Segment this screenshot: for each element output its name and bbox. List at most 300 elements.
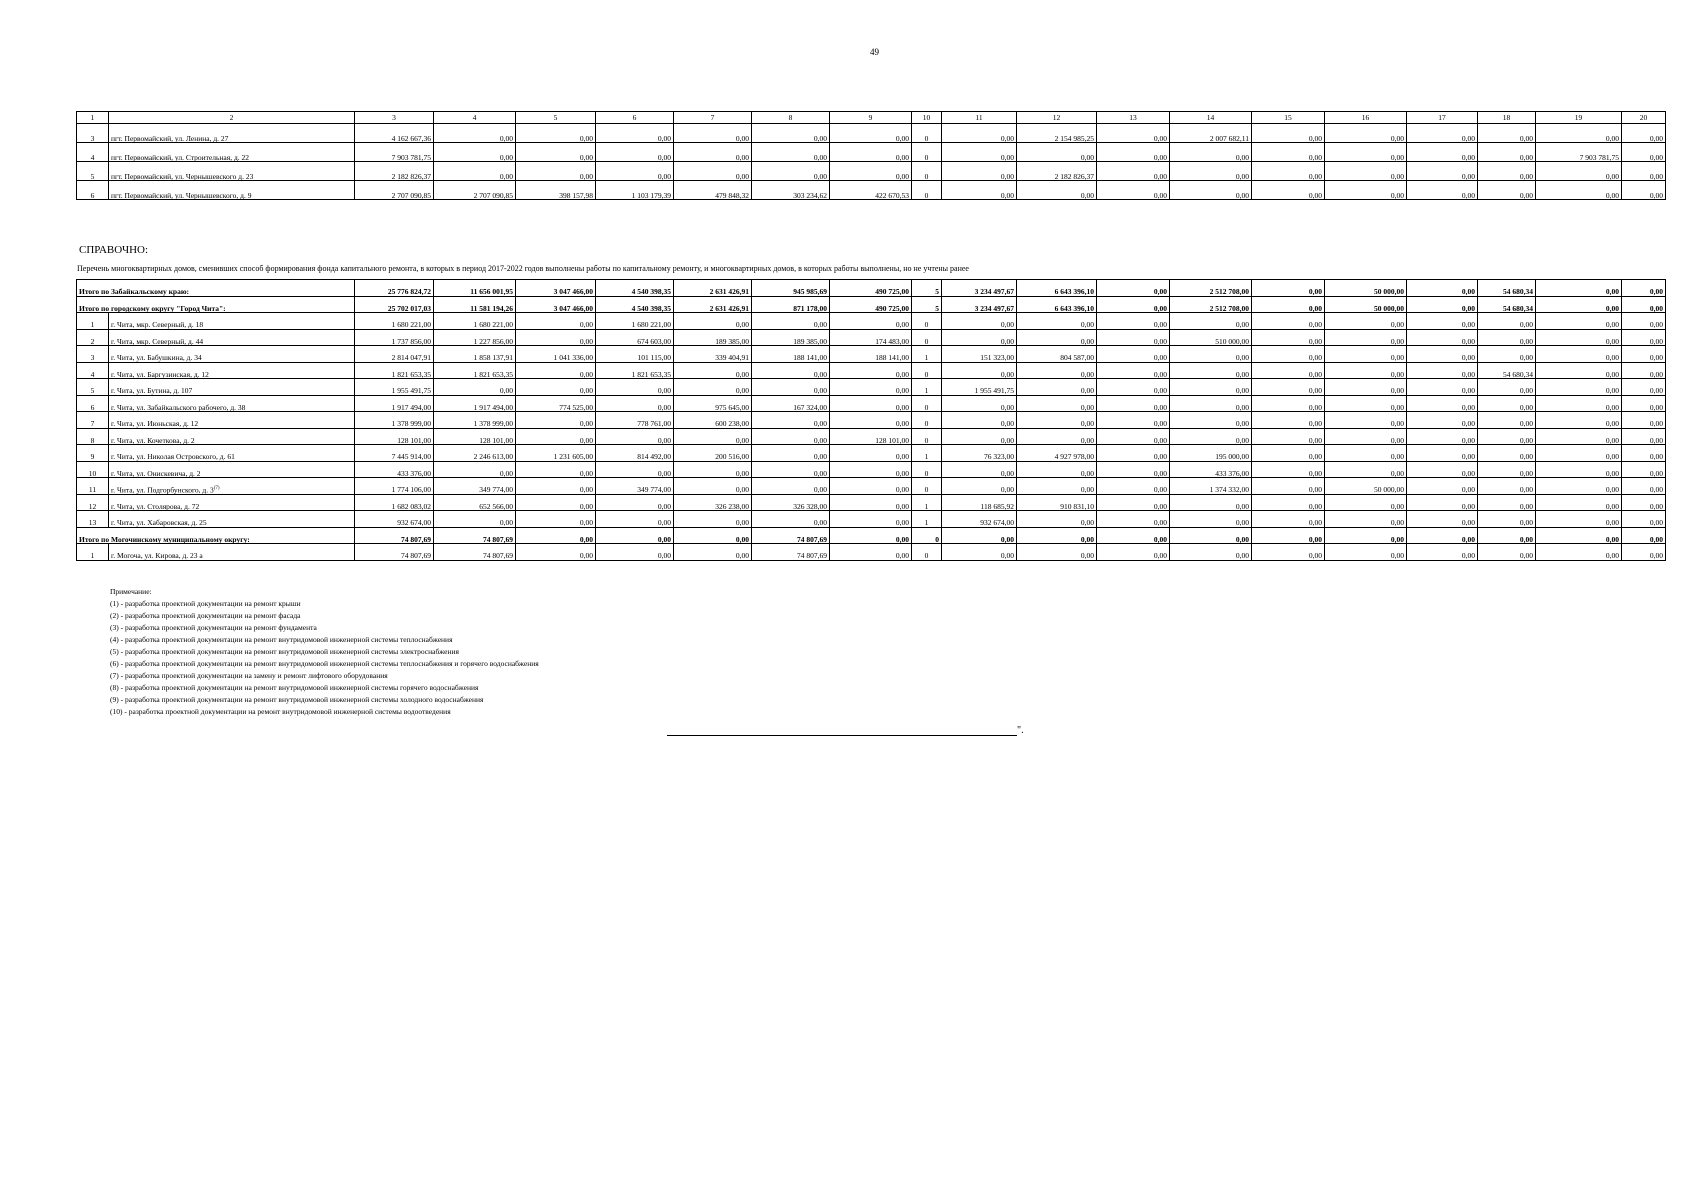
table-cell: 0,00 xyxy=(674,143,752,162)
table-cell: 0,00 xyxy=(942,395,1017,412)
table-cell: 4 162 667,36 xyxy=(355,124,434,143)
table-cell: 74 807,69 xyxy=(355,527,434,544)
table-cell: 0,00 xyxy=(1252,143,1325,162)
table-cell: 0,00 xyxy=(1622,527,1666,544)
table-cell: 5 xyxy=(516,112,596,124)
table-cell: 0,00 xyxy=(1407,313,1478,330)
table-cell: 0,00 xyxy=(1252,162,1325,181)
table-cell: 0,00 xyxy=(1170,181,1252,200)
table-cell: 0,00 xyxy=(1097,124,1170,143)
table-cell: 2 182 826,37 xyxy=(355,162,434,181)
table-cell: 0,00 xyxy=(1407,478,1478,495)
table-cell: 200 516,00 xyxy=(674,445,752,462)
table-cell: 0,00 xyxy=(830,527,912,544)
table-cell: 0,00 xyxy=(434,162,516,181)
table-cell: 0,00 xyxy=(1017,379,1097,396)
table-cell: 910 831,10 xyxy=(1017,494,1097,511)
table-cell: 0,00 xyxy=(1017,362,1097,379)
table-cell: 490 725,00 xyxy=(830,296,912,313)
table-cell: 7 445 914,00 xyxy=(355,445,434,462)
table-cell: 74 807,69 xyxy=(752,527,830,544)
table-cell: 0,00 xyxy=(1536,280,1622,297)
table-cell: 0,00 xyxy=(1407,395,1478,412)
table-cell: 0,00 xyxy=(1097,395,1170,412)
table-cell: 0,00 xyxy=(1407,527,1478,544)
table-cell: 0,00 xyxy=(674,313,752,330)
table-cell: 3 234 497,67 xyxy=(942,296,1017,313)
table-cell: 0,00 xyxy=(752,124,830,143)
table-cell: 0 xyxy=(912,143,942,162)
table-cell: 0,00 xyxy=(1017,395,1097,412)
table-cell: 0,00 xyxy=(942,412,1017,429)
table-cell: 0,00 xyxy=(942,143,1017,162)
table-cell: 1 xyxy=(912,379,942,396)
table-cell: г. Чита, ул. Баргузинская, д. 12 xyxy=(109,362,355,379)
table-cell: 0,00 xyxy=(1325,124,1407,143)
table-cell: 0,00 xyxy=(1170,143,1252,162)
table-cell: 25 776 824,72 xyxy=(355,280,434,297)
table-cell: 0,00 xyxy=(674,527,752,544)
table-cell: 2 814 047,91 xyxy=(355,346,434,363)
table-cell: 1 xyxy=(912,511,942,528)
table-cell: 1 917 494,00 xyxy=(434,395,516,412)
table-cell: 0,00 xyxy=(1622,395,1666,412)
table-row xyxy=(77,461,1666,478)
table-cell: 0,00 xyxy=(1407,379,1478,396)
table-cell: 12 xyxy=(77,494,109,511)
table-cell: 0,00 xyxy=(516,412,596,429)
table-row xyxy=(77,445,1666,462)
note-line: (7) - разработка проектной документации на замену и ремонт лифтового оборудования xyxy=(110,671,388,680)
table-cell: 0,00 xyxy=(1622,494,1666,511)
table-cell: 0,00 xyxy=(1170,511,1252,528)
table-row xyxy=(77,313,1666,330)
table-row xyxy=(77,478,1666,495)
notes-heading: Примечание: xyxy=(110,587,152,596)
table-cell: 0,00 xyxy=(516,478,596,495)
table-cell: 0,00 xyxy=(1252,478,1325,495)
table-cell: 3 xyxy=(77,124,109,143)
table-row xyxy=(77,428,1666,445)
table-cell: 0,00 xyxy=(1536,181,1622,200)
table-cell: 3 xyxy=(355,112,434,124)
table-cell: 15 xyxy=(1252,112,1325,124)
table-cell: 0,00 xyxy=(1325,181,1407,200)
table-cell: г. Чита, ул. Николая Островского, д. 61 xyxy=(109,445,355,462)
table-cell: 0,00 xyxy=(1407,445,1478,462)
total-label: Итого по городскому округу "Город Чита": xyxy=(77,296,355,313)
table-cell: 1 374 332,00 xyxy=(1170,478,1252,495)
table-cell: 0,00 xyxy=(674,428,752,445)
table-cell: 0,00 xyxy=(596,124,674,143)
table-cell: 0,00 xyxy=(434,461,516,478)
table-cell: 0,00 xyxy=(516,461,596,478)
table-cell: 0,00 xyxy=(830,445,912,462)
table-cell: 2 707 090,85 xyxy=(434,181,516,200)
table-cell: 0,00 xyxy=(752,478,830,495)
note-line: (3) - разработка проектной документации на ремонт фундамента xyxy=(110,623,317,632)
table-cell: 50 000,00 xyxy=(1325,280,1407,297)
table-cell: 11 xyxy=(942,112,1017,124)
total-row xyxy=(77,527,1666,544)
table-cell: 0,00 xyxy=(1252,527,1325,544)
table-cell: г. Чита, ул. Кочеткова, д. 2 xyxy=(109,428,355,445)
total-row xyxy=(77,280,1666,297)
table-cell: 3 047 466,00 xyxy=(516,280,596,297)
table-cell: 0,00 xyxy=(1407,511,1478,528)
table-cell: 0,00 xyxy=(1097,362,1170,379)
table-cell: 1 774 106,00 xyxy=(355,478,434,495)
table-cell: 0,00 xyxy=(1622,313,1666,330)
table-cell: 0,00 xyxy=(596,162,674,181)
table-cell: г. Чита, мкр. Северный, д. 44 xyxy=(109,329,355,346)
table-cell: 8 xyxy=(77,428,109,445)
table-cell: 0,00 xyxy=(1622,181,1666,200)
table-cell: 0,00 xyxy=(1478,162,1536,181)
table-cell: 0,00 xyxy=(674,362,752,379)
table-cell: 4 540 398,35 xyxy=(596,280,674,297)
table-cell: 0,00 xyxy=(1252,124,1325,143)
table-cell: 0,00 xyxy=(1252,461,1325,478)
table-cell: г. Чита, ул. Бутина, д. 107 xyxy=(109,379,355,396)
table-cell: 0,00 xyxy=(752,428,830,445)
table-cell: 0,00 xyxy=(942,162,1017,181)
table-cell: 0,00 xyxy=(1622,124,1666,143)
table-cell: 0,00 xyxy=(830,313,912,330)
table-cell: 0,00 xyxy=(516,428,596,445)
table-cell: 0,00 xyxy=(942,478,1017,495)
signature-line xyxy=(667,735,1017,736)
table-cell: 189 385,00 xyxy=(752,329,830,346)
table-cell: 0,00 xyxy=(1252,346,1325,363)
table-cell: 0,00 xyxy=(1478,329,1536,346)
table-row xyxy=(77,181,1666,200)
table-cell: 945 985,69 xyxy=(752,280,830,297)
table-cell: 1 xyxy=(77,544,109,561)
total-label: Итого по Забайкальскому краю: xyxy=(77,280,355,297)
table-cell: 0,00 xyxy=(1536,544,1622,561)
table-cell: 0,00 xyxy=(1478,428,1536,445)
table-row xyxy=(77,395,1666,412)
table-cell: 7 xyxy=(674,112,752,124)
table-cell: 0,00 xyxy=(1536,478,1622,495)
note-line: (10) - разработка проектной документации на ремонт внутридомовой инженерной системы водоотведения xyxy=(110,707,451,716)
table-cell: 0,00 xyxy=(596,461,674,478)
table-cell: 0,00 xyxy=(830,162,912,181)
table-cell: 2 512 708,00 xyxy=(1170,280,1252,297)
table-cell: 1 680 221,00 xyxy=(596,313,674,330)
table-cell: 0,00 xyxy=(1325,143,1407,162)
table-cell: 0,00 xyxy=(1478,461,1536,478)
table-cell: г. Чита, ул. Онискевича, д. 2 xyxy=(109,461,355,478)
table-cell: 0,00 xyxy=(1017,412,1097,429)
table-cell: 0,00 xyxy=(752,445,830,462)
table-cell: 0,00 xyxy=(1478,346,1536,363)
table-cell: 0,00 xyxy=(1622,143,1666,162)
table-cell: 14 xyxy=(1170,112,1252,124)
table-cell: 0,00 xyxy=(1097,280,1170,297)
table-cell: г. Чита, ул. Забайкальского рабочего, д. 38 xyxy=(109,395,355,412)
table-cell: 490 725,00 xyxy=(830,280,912,297)
table-cell: 118 685,92 xyxy=(942,494,1017,511)
table-cell: 195 000,00 xyxy=(1170,445,1252,462)
table-cell: 0,00 xyxy=(1097,379,1170,396)
table-cell: 0,00 xyxy=(1407,329,1478,346)
table-cell: 0,00 xyxy=(1097,412,1170,429)
table-cell: 774 525,00 xyxy=(516,395,596,412)
table-cell: 0,00 xyxy=(1536,395,1622,412)
table-cell: г. Чита, ул. Столярова, д. 72 xyxy=(109,494,355,511)
table-cell: 6 xyxy=(77,181,109,200)
table-cell: 0 xyxy=(912,412,942,429)
table-cell: 0,00 xyxy=(674,379,752,396)
table-cell: 652 566,00 xyxy=(434,494,516,511)
table-cell: 167 324,00 xyxy=(752,395,830,412)
table-cell: 339 404,91 xyxy=(674,346,752,363)
table-cell: 0,00 xyxy=(942,329,1017,346)
table-cell: 0,00 xyxy=(1170,544,1252,561)
table-cell: 0,00 xyxy=(752,362,830,379)
table-cell: 6 xyxy=(596,112,674,124)
table-cell: 1 xyxy=(77,313,109,330)
table-cell: 0,00 xyxy=(1478,544,1536,561)
table-cell: 1 xyxy=(77,112,109,124)
table-cell: 0,00 xyxy=(942,544,1017,561)
table-cell: 50 000,00 xyxy=(1325,296,1407,313)
table-cell: 1 955 491,75 xyxy=(355,379,434,396)
table-cell: 0,00 xyxy=(1325,511,1407,528)
table-cell: 479 848,32 xyxy=(674,181,752,200)
table-cell: 1 227 856,00 xyxy=(434,329,516,346)
table-cell: 188 141,00 xyxy=(752,346,830,363)
table-cell: 0,00 xyxy=(596,428,674,445)
table-cell: 1 680 221,00 xyxy=(355,313,434,330)
table-cell: 975 645,00 xyxy=(674,395,752,412)
table-cell: 0,00 xyxy=(1407,143,1478,162)
table-cell: 0,00 xyxy=(1478,395,1536,412)
table-cell: 0,00 xyxy=(752,162,830,181)
table-cell: 0,00 xyxy=(830,494,912,511)
note-line: (9) - разработка проектной документации на ремонт внутридомовой инженерной системы холодного водоснабжения xyxy=(110,695,484,704)
table-cell: 0,00 xyxy=(1097,329,1170,346)
table-cell: 2 512 708,00 xyxy=(1170,296,1252,313)
table-cell: 0,00 xyxy=(1536,461,1622,478)
table-cell: 0,00 xyxy=(1170,527,1252,544)
table-cell: 932 674,00 xyxy=(355,511,434,528)
table-cell: 0,00 xyxy=(1536,296,1622,313)
table-cell: 0,00 xyxy=(674,511,752,528)
table-cell: 0 xyxy=(912,461,942,478)
table-cell: 0,00 xyxy=(1252,379,1325,396)
table-cell: 2 xyxy=(77,329,109,346)
table-cell: 0,00 xyxy=(1170,346,1252,363)
table-cell: 5 xyxy=(77,162,109,181)
table-cell: 0,00 xyxy=(752,511,830,528)
table-cell: 1 680 221,00 xyxy=(434,313,516,330)
table-cell: 74 807,69 xyxy=(355,544,434,561)
table-cell: 0,00 xyxy=(1622,461,1666,478)
table-cell: 174 483,00 xyxy=(830,329,912,346)
table-cell: 0,00 xyxy=(1478,445,1536,462)
table-cell: 0,00 xyxy=(830,362,912,379)
table-cell: 9 xyxy=(830,112,912,124)
table-cell: 0,00 xyxy=(1622,412,1666,429)
table-cell: 0,00 xyxy=(516,329,596,346)
table-cell: 0,00 xyxy=(1097,346,1170,363)
table-cell: 13 xyxy=(77,511,109,528)
table-cell: 0,00 xyxy=(516,544,596,561)
table-cell: 0,00 xyxy=(1622,511,1666,528)
table-cell: 0,00 xyxy=(1097,478,1170,495)
table-cell: 0,00 xyxy=(1536,494,1622,511)
table-cell: 0,00 xyxy=(830,395,912,412)
table-cell: 0,00 xyxy=(1407,494,1478,511)
reference-table xyxy=(76,279,1666,561)
table-cell: 1 xyxy=(912,445,942,462)
table-cell: 7 xyxy=(77,412,109,429)
table-cell: 0,00 xyxy=(1407,124,1478,143)
table-cell: 0,00 xyxy=(1478,494,1536,511)
table-cell: 0,00 xyxy=(942,527,1017,544)
table-cell: пгт. Первомайский, ул. Чернышевского, д. 9 xyxy=(109,181,355,200)
table-cell: 18 xyxy=(1478,112,1536,124)
table-cell: 0,00 xyxy=(752,379,830,396)
table-cell: 0,00 xyxy=(942,461,1017,478)
table-cell: 0,00 xyxy=(1478,527,1536,544)
table-cell: 0,00 xyxy=(1536,445,1622,462)
note-line: (6) - разработка проектной документации на ремонт внутридомовой инженерной системы теплоснабжения и горячего водоснабжения xyxy=(110,659,539,668)
table-cell: г. Чита, ул. Подгорбунского, д. 3$^{(7)}$ xyxy=(109,478,355,495)
table-row xyxy=(77,379,1666,396)
table-cell: 0,00 xyxy=(942,181,1017,200)
table-cell: 0,00 xyxy=(1536,362,1622,379)
table-cell: 0 xyxy=(912,181,942,200)
table-cell: 0,00 xyxy=(1622,329,1666,346)
table-cell: 0,00 xyxy=(1536,313,1622,330)
table-cell: г. Чита, ул. Бабушкина, д. 34 xyxy=(109,346,355,363)
table-cell: 0,00 xyxy=(1407,428,1478,445)
table-cell: 0,00 xyxy=(674,124,752,143)
note-line: (2) - разработка проектной документации на ремонт фасада xyxy=(110,611,301,620)
table-cell: 0,00 xyxy=(1252,412,1325,429)
table-cell: 11 581 194,26 xyxy=(434,296,516,313)
table-cell: 2 182 826,37 xyxy=(1017,162,1097,181)
table-cell: 0 xyxy=(912,329,942,346)
table-cell: 0,00 xyxy=(830,379,912,396)
table-cell: 0,00 xyxy=(1017,428,1097,445)
table-cell: 0,00 xyxy=(596,379,674,396)
table-cell: 349 774,00 xyxy=(596,478,674,495)
table-cell: 6 xyxy=(77,395,109,412)
table-cell: 1 821 653,35 xyxy=(596,362,674,379)
table-cell: 5 xyxy=(912,280,942,297)
table-cell: 0,00 xyxy=(1097,527,1170,544)
table-cell: 0,00 xyxy=(1478,379,1536,396)
table-cell: 0,00 xyxy=(1325,362,1407,379)
table-cell: 7 903 781,75 xyxy=(1536,143,1622,162)
table-cell: 0,00 xyxy=(516,143,596,162)
table-cell: 0,00 xyxy=(1170,162,1252,181)
table-cell: г. Могоча, ул. Кирова, д. 23 а xyxy=(109,544,355,561)
table-cell: 0,00 xyxy=(1325,329,1407,346)
table-cell: 0,00 xyxy=(516,313,596,330)
page-number: 49 xyxy=(870,47,879,57)
table-cell: 0,00 xyxy=(674,461,752,478)
table-cell: 0,00 xyxy=(752,461,830,478)
table-cell: 778 761,00 xyxy=(596,412,674,429)
table-cell: 349 774,00 xyxy=(434,478,516,495)
table-cell: 10 xyxy=(912,112,942,124)
table-cell: 1 041 336,00 xyxy=(516,346,596,363)
table-cell: г. Чита, ул. Хабаровская, д. 25 xyxy=(109,511,355,528)
table-cell: 0,00 xyxy=(830,412,912,429)
table-cell: 2 007 682,11 xyxy=(1170,124,1252,143)
table-cell: 0,00 xyxy=(1017,478,1097,495)
table-cell: 0,00 xyxy=(830,478,912,495)
table-cell: 17 xyxy=(1407,112,1478,124)
note-line: (5) - разработка проектной документации на ремонт внутридомовой инженерной системы электроснабжения xyxy=(110,647,459,656)
table-cell: 74 807,69 xyxy=(434,544,516,561)
table-cell: 0,00 xyxy=(1252,428,1325,445)
table-cell: 0,00 xyxy=(1536,346,1622,363)
table-cell: 0,00 xyxy=(752,143,830,162)
table-cell: 0,00 xyxy=(1097,143,1170,162)
table-cell: 0,00 xyxy=(1170,395,1252,412)
table-cell: пгт. Первомайский, ул. Чернышевского д. 23 xyxy=(109,162,355,181)
table-cell: 0,00 xyxy=(1622,162,1666,181)
table-cell: 0,00 xyxy=(1252,329,1325,346)
table-cell: 0,00 xyxy=(1325,379,1407,396)
footnote-marker: (7) xyxy=(213,485,220,491)
table-cell: 4 xyxy=(434,112,516,124)
note-line: (4) - разработка проектной документации на ремонт внутридомовой инженерной системы теплоснабжения xyxy=(110,635,453,644)
table-cell: 0 xyxy=(912,428,942,445)
table-cell: 0,00 xyxy=(1407,162,1478,181)
table-cell: 0,00 xyxy=(1017,313,1097,330)
table-cell: 0,00 xyxy=(674,162,752,181)
table-cell: 1 821 653,35 xyxy=(355,362,434,379)
table-cell: 0,00 xyxy=(1252,395,1325,412)
table-cell: 2 631 426,91 xyxy=(674,296,752,313)
table-cell: 0,00 xyxy=(1407,280,1478,297)
table-cell: 4 927 978,00 xyxy=(1017,445,1097,462)
table-cell: 128 101,00 xyxy=(434,428,516,445)
table-cell: 0,00 xyxy=(674,544,752,561)
table-cell: 0,00 xyxy=(1407,412,1478,429)
table-cell: 0,00 xyxy=(1017,511,1097,528)
table-cell: 0,00 xyxy=(516,162,596,181)
table-cell: 0 xyxy=(912,313,942,330)
table-cell: 1 231 605,00 xyxy=(516,445,596,462)
table-cell: 0,00 xyxy=(1407,461,1478,478)
table-cell: 12 xyxy=(1017,112,1097,124)
table-cell: 1 378 999,00 xyxy=(434,412,516,429)
table-cell: 19 xyxy=(1536,112,1622,124)
table-row xyxy=(77,124,1666,143)
note-line: (8) - разработка проектной документации на ремонт внутридомовой инженерной системы горячего водоснабжения xyxy=(110,683,479,692)
table-cell: 54 680,34 xyxy=(1478,296,1536,313)
table-cell: 0,00 xyxy=(1017,527,1097,544)
table-cell: 10 xyxy=(77,461,109,478)
table-cell: г. Чита, ул. Июньская, д. 12 xyxy=(109,412,355,429)
table-cell: 0,00 xyxy=(1170,362,1252,379)
table-cell: 0,00 xyxy=(1325,346,1407,363)
table-cell: 3 047 466,00 xyxy=(516,296,596,313)
table-cell: 0,00 xyxy=(1478,511,1536,528)
table-cell: 0,00 xyxy=(830,544,912,561)
table-cell: 0,00 xyxy=(1325,313,1407,330)
table-row xyxy=(77,346,1666,363)
